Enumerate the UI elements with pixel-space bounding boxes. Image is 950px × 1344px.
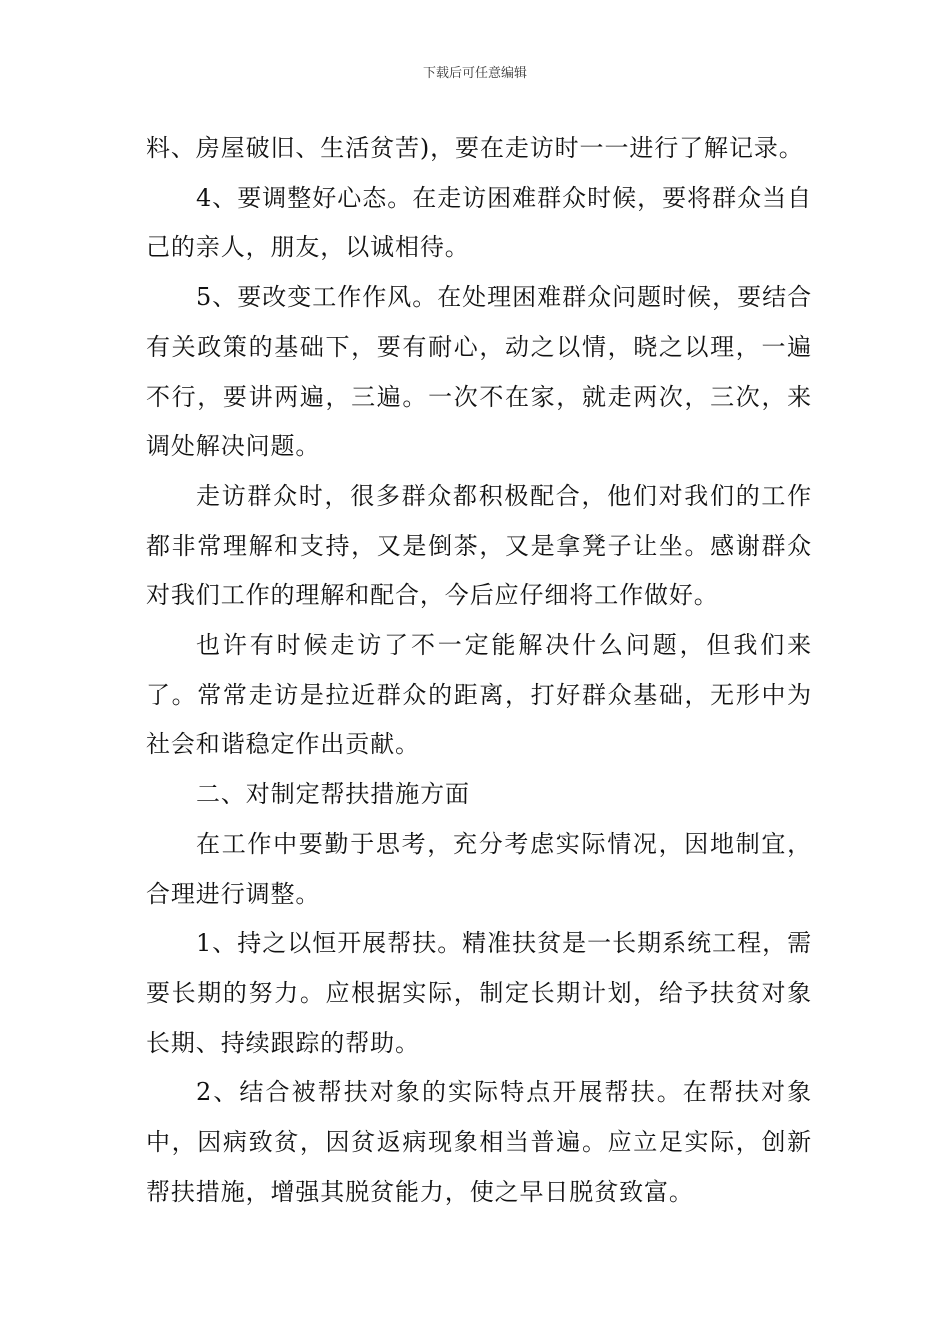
paragraph-3: 5、要改变工作作风。在处理困难群众问题时候，要结合有关政策的基础下，要有耐心，动之以情，晓之以理，一遍不行，要讲两遍，三遍。一次不在家，就走两次，三次，来调处解决问题。: [146, 283, 812, 461]
paragraph-7: 1、持之以恒开展帮扶。精准扶贫是一长期系统工程，需要长期的努力。应根据实际，制定长期计划，给予扶贫对象长期、持续跟踪的帮助。: [146, 929, 812, 1057]
section-heading: 二、对制定帮扶措施方面: [196, 780, 470, 809]
page-header: 下载后可任意编辑: [422, 66, 527, 81]
paragraph-4: 走访群众时，很多群众都积极配合，他们对我们的工作都非常理解和支持，又是倒茶，又是拿凳子让坐。感谢群众对我们工作的理解和配合，今后应仔细将工作做好。: [146, 481, 812, 610]
document-body: [146, 124, 812, 1217]
paragraph-8: 2、结合被帮扶对象的实际特点开展帮扶。在帮扶对象中，因病致贫，因贫返病现象相当普遍。应立足实际，创新帮扶措施，增强其脱贫能力，使之早日脱贫致富。: [146, 1078, 812, 1206]
paragraph-6: 在工作中要勤于思考，充分考虑实际情况，因地制宜，合理进行调整。: [146, 829, 812, 908]
paragraph-2: 4、要调整好心态。在走访困难群众时候，要将群众当自己的亲人，朋友，以诚相待。: [146, 183, 812, 262]
paragraph-5: 也许有时候走访了不一定能解决什么问题，但我们来了。常常走访是拉近群众的距离，打好群众基础，无形中为社会和谐稳定作出贡献。: [146, 631, 812, 759]
paragraph-1: 料、房屋破旧、生活贫苦)，要在走访时一一进行了解记录。: [146, 134, 804, 162]
